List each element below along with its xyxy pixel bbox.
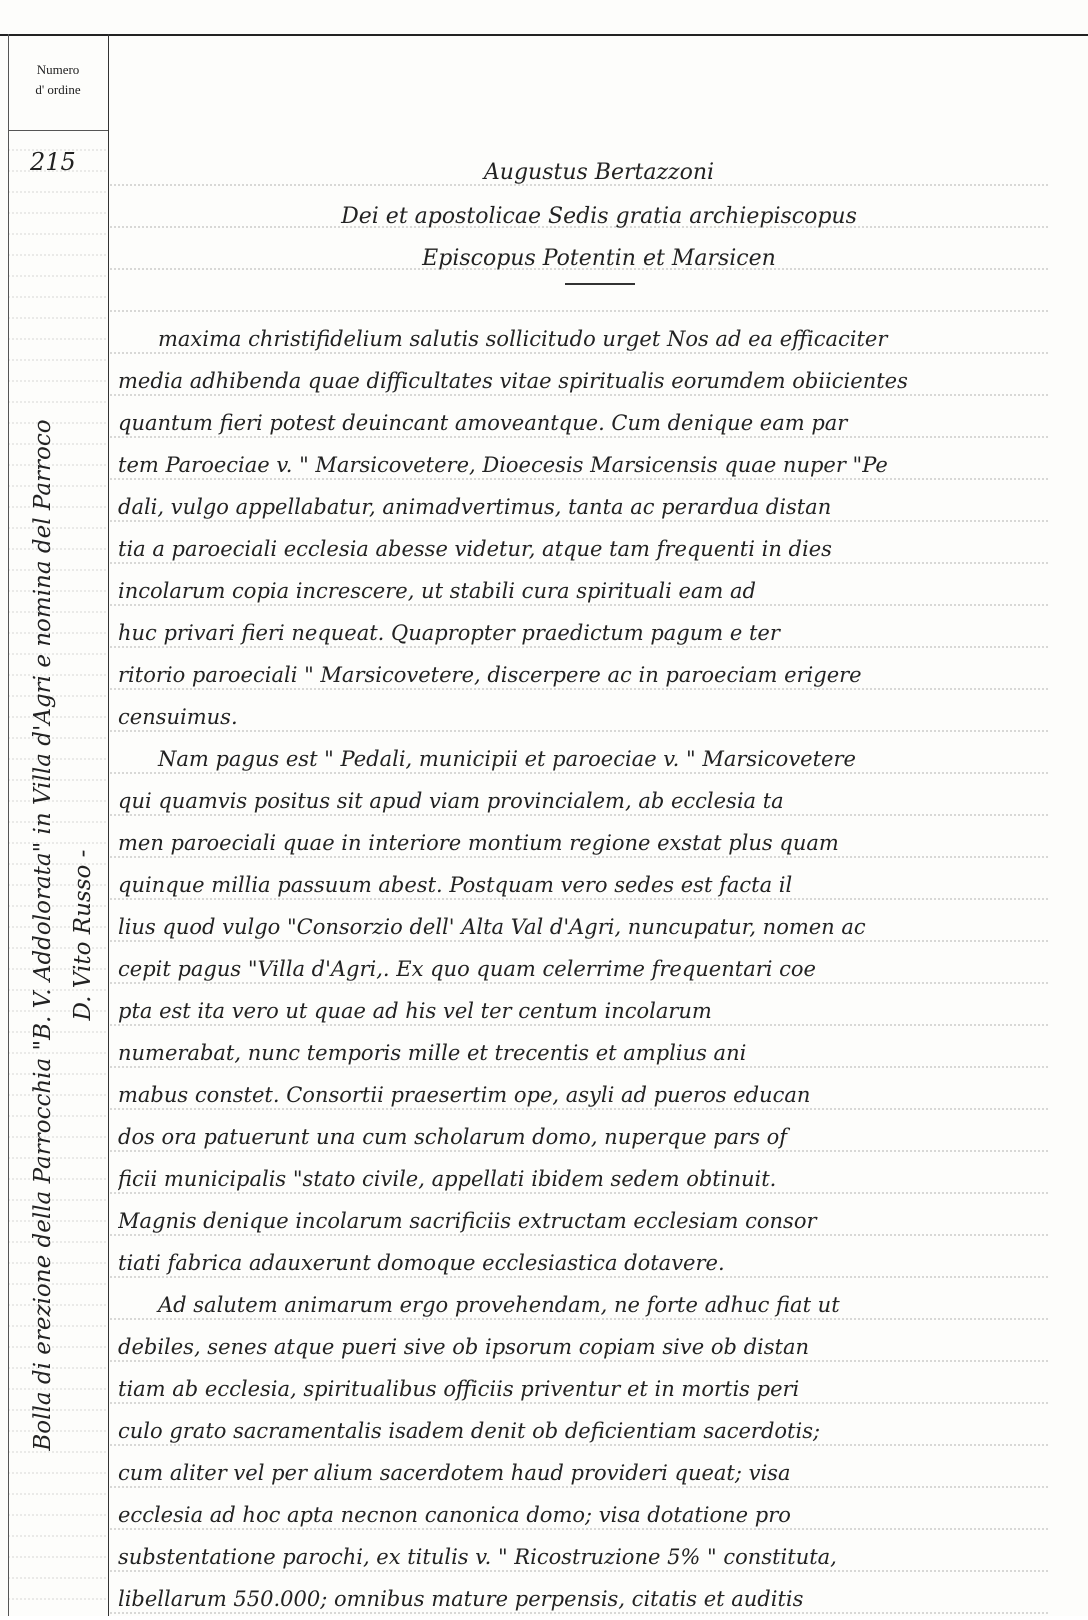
body-line: Nam pagus est " Pedali, municipii et paroeciae v. " Marsicovetere [158,747,856,771]
body-line: substentatione parochi, ex titulis v. " Ricostruzione 5% " constituta, [118,1545,837,1569]
body-line: huc privari fieri nequeat. Quapropter praedictum pagum e ter [118,621,780,645]
body-line: quinque millia passuum abest. Postquam vero sedes est facta il [118,873,793,897]
body-line: dos ora patuerunt una cum scholarum domo, nuperque pars of [118,1125,788,1149]
body-line: tem Paroeciae v. " Marsicovetere, Dioecesis Marsicensis quae nuper "Pe [118,453,888,477]
body-line: tiati fabrica adauxerunt domoque ecclesiastica dotavere. [118,1251,725,1275]
top-rule [0,34,1088,36]
body-line: men paroeciali quae in interiore montium regione exstat plus quam [118,831,839,855]
heading-underline [565,283,635,285]
body-line: dali, vulgo appellabatur, animadvertimus, tanta ac perardua distan [118,495,832,519]
body-line: maxima christifidelium salutis sollicitudo urget Nos ad ea efficaciter [158,327,888,351]
body-line: numerabat, nunc temporis mille et trecentis et amplius ani [118,1041,747,1065]
body-line: qui quamvis positus sit apud viam provincialem, ab ecclesia ta [118,789,784,813]
header-dordine: d' ordine [35,82,81,97]
body-line: libellarum 550.000; omnibus mature perpensis, citatis et auditis [118,1587,804,1611]
body-line: debiles, senes atque pueri sive ob ipsorum copiam sive ob distan [118,1335,810,1359]
body-line: Magnis denique incolarum sacrificiis extructam ecclesiam consor [118,1209,817,1233]
body-text [118,318,1038,1620]
margin-note-line2: D. Vito Russo - [70,849,96,1021]
body-line: media adhibenda quae difficultates vitae spiritualis eorumdem obiicientes [118,369,908,393]
body-line: ficii municipalis "stato civile, appellati ibidem sedem obtinuit. [118,1167,777,1191]
body-line: incolarum copia increscere, ut stabili cura spirituali eam ad [118,579,756,603]
order-number: 215 [30,148,76,176]
heading-line2: Dei et apostolicae Sedis gratia archiepiscopus [341,204,857,229]
body-line: lius quod vulgo "Consorzio dell' Alta Val d'Agri, nuncupatur, nomen ac [118,915,866,939]
body-line: culo grato sacramentalis isadem denit ob deficientiam sacerdotis; [118,1419,821,1443]
header-numero: Numero [36,62,80,77]
body-line: tia a paroeciali ecclesia abesse videtur, atque tam frequenti in dies [118,537,832,561]
margin-note-line1: Bolla di erezione della Parrocchia "B. V. Addolorata" in Villa d'Agri e nomina del Parroco [30,419,56,1451]
body-line: mabus constet. Consortii praesertim ope, asyli ad pueros educan [118,1083,811,1107]
margin-note [30,285,100,1585]
body-line: cepit pagus "Villa d'Agri,. Ex quo quam celerrime frequentari coe [118,957,816,981]
heading-line3: Episcopus Potentin et Marsicen [422,246,776,271]
body-line: ecclesia ad hoc apta necnon canonica domo; visa dotatione pro [118,1503,791,1527]
body-line: Ad salutem animarum ergo provehendam, ne forte adhuc fiat ut [158,1293,840,1317]
body-line: pta est ita vero ut quae ad his vel ter centum incolarum [118,999,712,1023]
body-line: quantum fieri potest deuincant amoveantque. Cum denique eam par [118,411,848,435]
body-line: cum aliter vel per alium sacerdotem haud provideri queat; visa [118,1461,791,1485]
body-line: tiam ab ecclesia, spiritualibus officiis priventur et in mortis peri [118,1377,800,1401]
heading-line1: Augustus Bertazzoni [483,160,715,185]
body-line: censuimus. [118,705,238,729]
body-line: ritorio paroeciali " Marsicovetere, discerpere ac in paroeciam erigere [118,663,862,687]
